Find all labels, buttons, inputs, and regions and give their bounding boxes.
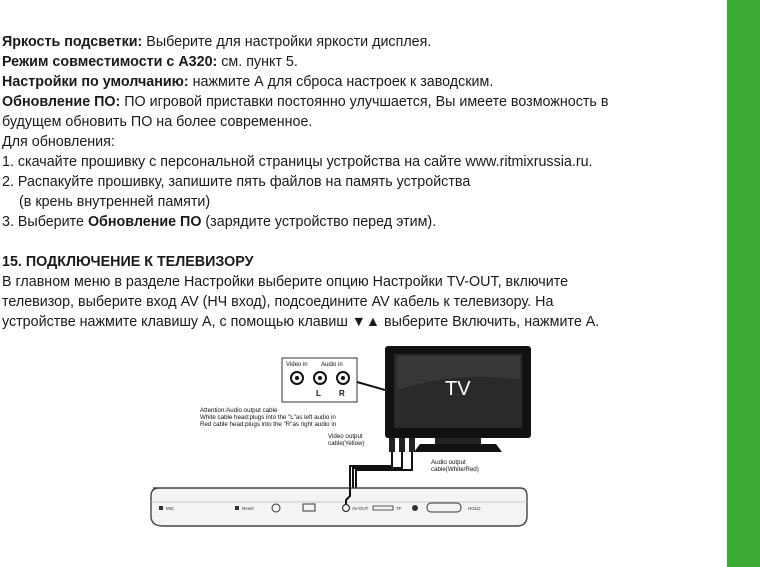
video-cable-label-2: cable(Yellow) — [328, 440, 365, 447]
audio-cable-label-1: Audio output — [431, 459, 466, 466]
plug-video — [389, 438, 395, 452]
update-line — [2, 92, 714, 112]
compat-line — [2, 52, 714, 72]
step3-pre: 3. Выберите — [2, 214, 88, 230]
backlight-text: Выберите для настройки яркости дисплея. — [142, 34, 432, 50]
video-in-label: Video in — [286, 362, 308, 368]
update-step-1: 1. скачайте прошивку с персональной страницы устройства на сайте www.ritmixrussia.ru. — [2, 154, 593, 170]
attention-line-1: Attention:Audio output cable — [200, 407, 278, 414]
update-line-2: будущем обновить ПО на более современное. — [2, 114, 313, 130]
audio-in-label: Audio in — [321, 362, 343, 368]
defaults-label: Настройки по умолчанию: — [2, 74, 189, 90]
attention-note — [200, 407, 337, 428]
update-intro: Для обновления: — [2, 134, 115, 150]
update-step-2: 2. Распакуйте прошивку, запишите пять файлов на память устройства — [2, 174, 471, 190]
backlight-line — [2, 32, 714, 52]
tv-connection-diagram — [145, 340, 535, 550]
update-label: Обновление ПО: — [2, 94, 121, 110]
port-tf-label: TF — [396, 506, 402, 511]
update-step-3 — [2, 212, 714, 232]
backlight-label: Яркость подсветки: — [2, 34, 143, 50]
update-text: ПО игровой приставки постоянно улучшается, Вы имеете возможность в — [120, 94, 609, 110]
tv-paragraph-line-3: устройстве нажмите клавишу А, с помощью клавиш ▼▲ выберите Включить, нажмите А. — [2, 314, 600, 330]
plug-red — [409, 438, 415, 452]
av-input-panel — [282, 358, 385, 402]
defaults-line — [2, 72, 714, 92]
attention-line-3: Red cable head:plugs into the "R"as right audio in — [200, 421, 337, 428]
step3-post: (зарядите устройство перед этим). — [201, 214, 437, 230]
compat-label: Режим совместимости с А320: — [2, 54, 218, 70]
tv-paragraph-line-2: телевизор, выберите вход AV (НЧ вход), подсоедините AV кабель к телевизору. На — [2, 294, 554, 310]
compat-text: см. пункт 5. — [217, 54, 298, 70]
video-cable-label-1: Video output — [328, 433, 363, 440]
step3-bold: Обновление ПО — [87, 214, 202, 230]
port-reset-label: Reset — [242, 506, 254, 511]
defaults-text: нажмите А для сброса настроек к заводским. — [188, 74, 494, 90]
manual-text — [2, 32, 714, 332]
update-step-2-note: (в крень внутренней памяти) — [19, 194, 211, 210]
tv-section-heading: 15. ПОДКЛЮЧЕНИЕ К ТЕЛЕВИЗОРУ — [2, 254, 254, 270]
r-label: R — [339, 389, 345, 398]
port-hold-label: HOLD — [468, 506, 481, 511]
tv-set — [385, 346, 531, 452]
l-label: L — [316, 389, 321, 398]
game-console — [151, 488, 527, 526]
tv-label: TV — [445, 378, 471, 400]
attention-line-2: White cable head:plugs into the "L"as left audio in — [200, 414, 336, 421]
panel-pointer-line — [357, 382, 385, 390]
port-avout-label: AV-OUT — [352, 506, 369, 511]
tv-paragraph-line-1: В главном меню в разделе Настройки выберите опцию Настройки TV-OUT, включите — [2, 274, 569, 290]
plug-white — [399, 438, 405, 452]
tv-stand — [414, 444, 502, 452]
tv-neck — [435, 438, 481, 444]
audio-cable-label-2: cable(White/Red) — [431, 466, 479, 473]
port-mic-label: MIC — [166, 506, 175, 511]
audio-red-cable — [356, 452, 412, 488]
green-side-bar — [727, 0, 760, 567]
power-button — [412, 505, 418, 511]
